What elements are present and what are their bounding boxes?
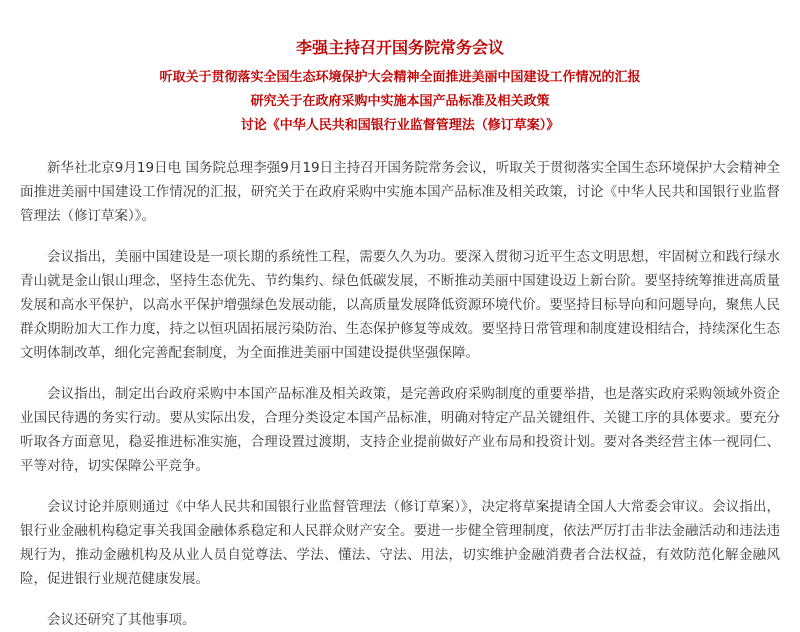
headline-block (20, 36, 780, 138)
article-paragraph: 会议指出，美丽中国建设是一项长期的系统性工程，需要久久为功。要深入贯彻习近平生态文明思想，牢固树立和践行绿水青山就是金山银山理念，坚持生态优先、节约集约、绿色低碳发展，不断推动美丽中国建设迈上新台阶。要坚持统筹推进高质量发展和高水平保护，以高水平保护增强绿色发展动能，以高质量发展降低资源环境代价。要坚持目标导向和问题导向，聚焦人民群众期盼加大工作力度，持之以恒巩固拓展污染防治、生态保护修复等成效。要坚持日常管理和制度建设相结合，持续深化生态文明体制改革，细化完善配套制度，为全面推进美丽中国建设提供坚强保障。 (20, 249, 780, 361)
article-paragraph: 会议指出，制定出台政府采购中本国产品标准及相关政策，是完善政府采购制度的重要举措，也是落实政府采购领域外资企业国民待遇的务实行动。要从实际出发，合理分类设定本国产品标准，明确对特定产品关键组件、关键工序的具体要求。要充分听取各方面意见，稳妥推进标准实施，合理设置过渡期，支持企业提前做好产业布局和投资计划。要对各类经营主体一视同仁、平等对待，切实保障公平竞争。 (20, 386, 780, 474)
article-paragraph: 会议讨论并原则通过《中华人民共和国银行业监督管理法（修订草案）》，决定将草案提请全国人大常委会审议。会议指出，银行业金融机构稳定事关我国金融体系稳定和人民群众财产安全。要进一步健全管理制度，依法严厉打击非法金融活动和违法违规行为，推动金融机构及从业人员自觉尊法、学法、懂法、守法、用法，切实维护金融消费者合法权益，有效防范化解金融风险，促进银行业规范健康发展。 (20, 499, 780, 587)
article-subtitle: 听取关于贯彻落实全国生态环境保护大会精神全面推进美丽中国建设工作情况的汇报 (159, 70, 641, 85)
article-body (20, 156, 780, 632)
article-title: 李强主持召开国务院常务会议 (295, 38, 504, 57)
article-subtitle: 讨论《中华人民共和国银行业监督管理法（修订草案）》 (240, 118, 560, 133)
article-subtitle: 研究关于在政府采购中实施本国产品标准及相关政策 (250, 94, 550, 109)
article (20, 0, 780, 632)
article-paragraph: 会议还研究了其他事项。 (47, 612, 196, 628)
article-paragraph: 新华社北京9月19日电 国务院总理李强9月19日主持召开国务院常务会议，听取关于贯彻落实全国生态环境保护大会精神全面推进美丽中国建设工作情况的汇报，研究关于在政府采购中实施本国产品标准及相关政策，讨论《中华人民共和国银行业监督管理法（修订草案）》。 (20, 160, 780, 224)
